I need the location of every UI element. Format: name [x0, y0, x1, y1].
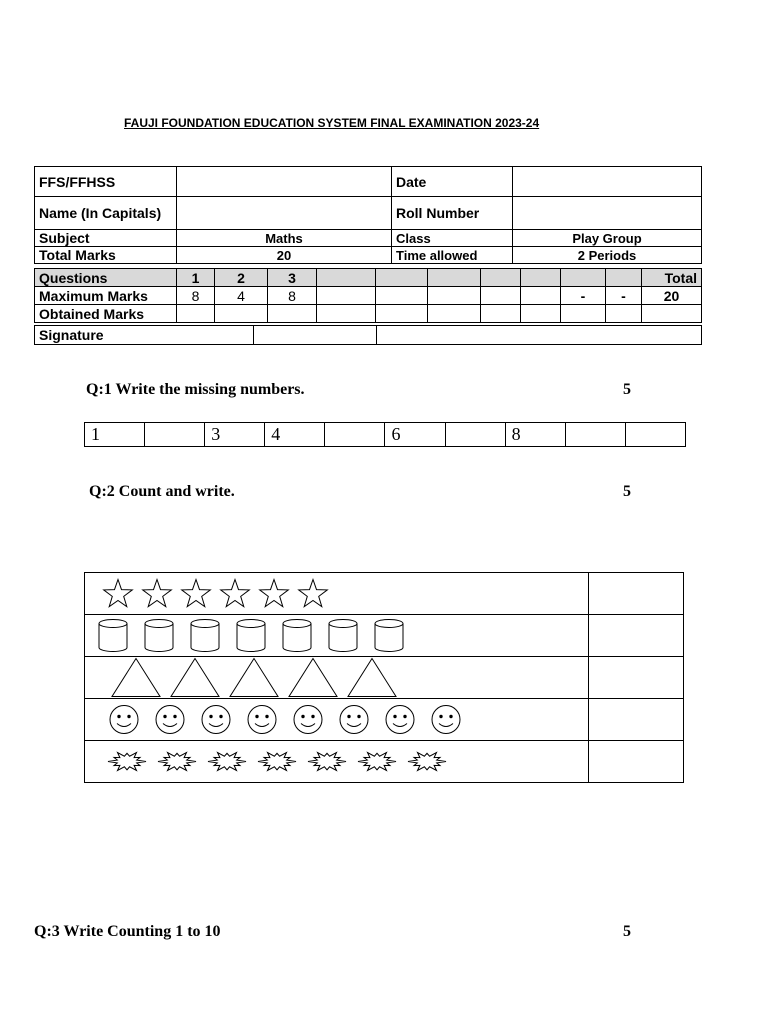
max-mark-dash: - — [561, 287, 606, 305]
total-label: Total — [642, 269, 702, 287]
q-number-empty — [317, 269, 376, 287]
time-label: Time allowed — [392, 247, 513, 264]
count-row — [85, 573, 684, 615]
smiley-icon — [432, 706, 460, 734]
signature-field[interactable] — [254, 326, 377, 345]
shapes-cell — [85, 573, 589, 615]
burst-icon — [358, 753, 396, 771]
max-mark-1: 8 — [177, 287, 215, 305]
smiley-icon — [110, 706, 138, 734]
q-number-empty — [481, 269, 521, 287]
class-label: Class — [392, 230, 513, 247]
school-field[interactable] — [177, 167, 392, 197]
triangle-icon — [289, 659, 337, 697]
max-mark-2: 4 — [215, 287, 268, 305]
date-field[interactable] — [513, 167, 702, 197]
obtained-mark-cell[interactable] — [481, 305, 521, 323]
count-row — [85, 615, 684, 657]
total-marks-label: Total Marks — [35, 247, 177, 264]
max-mark-empty — [317, 287, 376, 305]
total-marks-value: 20 — [177, 247, 392, 264]
smiley-icon — [340, 706, 368, 734]
q-number-2: 2 — [215, 269, 268, 287]
obtained-mark-cell[interactable] — [268, 305, 317, 323]
max-marks-label: Maximum Marks — [35, 287, 177, 305]
obtained-mark-cell[interactable] — [521, 305, 561, 323]
name-field[interactable] — [177, 197, 392, 230]
q1-text: Q:1 Write the missing numbers. — [86, 381, 305, 398]
signature-table — [34, 325, 702, 345]
q-number-empty — [606, 269, 642, 287]
obtained-mark-cell[interactable] — [215, 305, 268, 323]
count-row — [85, 741, 684, 783]
burst-icon — [408, 753, 446, 771]
blank-number-cell[interactable] — [325, 423, 385, 447]
max-mark-dash: - — [606, 287, 642, 305]
burst-icon — [308, 753, 346, 771]
blank-number-cell[interactable] — [145, 423, 205, 447]
q-number-empty — [521, 269, 561, 287]
q3-marks: 5 — [623, 923, 631, 940]
obtained-total-cell[interactable] — [642, 305, 702, 323]
cylinder-icon — [99, 620, 127, 652]
max-mark-empty — [481, 287, 521, 305]
number-cell: 1 — [85, 423, 145, 447]
questions-label: Questions — [35, 269, 177, 287]
cylinder-icon — [191, 620, 219, 652]
star-icon — [221, 580, 250, 607]
shapes-cell — [85, 741, 589, 783]
max-marks-total: 20 — [642, 287, 702, 305]
burst-icon — [258, 753, 296, 771]
max-mark-empty — [428, 287, 481, 305]
smiley-icon — [294, 706, 322, 734]
q-number-empty — [376, 269, 428, 287]
obtained-mark-cell[interactable] — [606, 305, 642, 323]
shapes-cell — [85, 615, 589, 657]
count-answer-field[interactable] — [589, 741, 684, 783]
q-number-1: 1 — [177, 269, 215, 287]
missing-numbers-table — [84, 422, 686, 447]
obtained-mark-cell[interactable] — [177, 305, 215, 323]
blank-number-cell[interactable] — [445, 423, 505, 447]
obtained-mark-cell[interactable] — [561, 305, 606, 323]
count-answer-field[interactable] — [589, 657, 684, 699]
star-icon — [299, 580, 328, 607]
subject-label: Subject — [35, 230, 177, 247]
student-info-table — [34, 166, 702, 264]
count-row — [85, 699, 684, 741]
q1-marks: 5 — [623, 381, 631, 398]
q-number-empty — [561, 269, 606, 287]
q3-text: Q:3 Write Counting 1 to 10 — [34, 923, 221, 940]
cylinder-icon — [329, 620, 357, 652]
q2-marks: 5 — [623, 483, 631, 500]
name-label: Name (In Capitals) — [35, 197, 177, 230]
cylinder-icon — [375, 620, 403, 652]
blank-number-cell[interactable] — [565, 423, 625, 447]
triangle-icon — [230, 659, 278, 697]
q-number-3: 3 — [268, 269, 317, 287]
obtained-mark-cell[interactable] — [317, 305, 376, 323]
number-cell: 6 — [385, 423, 445, 447]
count-answer-field[interactable] — [589, 615, 684, 657]
smiley-icon — [202, 706, 230, 734]
max-mark-empty — [376, 287, 428, 305]
count-answer-field[interactable] — [589, 573, 684, 615]
star-icon — [104, 580, 133, 607]
max-mark-3: 8 — [268, 287, 317, 305]
count-row — [85, 657, 684, 699]
school-label: FFS/FFHSS — [35, 167, 177, 197]
cylinder-icon — [283, 620, 311, 652]
smiley-icon — [248, 706, 276, 734]
count-and-write-table — [84, 572, 684, 783]
date-label: Date — [392, 167, 513, 197]
star-icon — [182, 580, 211, 607]
shapes-cell — [85, 657, 589, 699]
blank-number-cell[interactable] — [625, 423, 685, 447]
marks-table — [34, 268, 702, 323]
cylinder-icon — [145, 620, 173, 652]
signature-label: Signature — [35, 326, 254, 345]
number-cell: 8 — [505, 423, 565, 447]
burst-icon — [108, 753, 146, 771]
burst-icon — [208, 753, 246, 771]
class-value: Play Group — [513, 230, 702, 247]
obtained-mark-cell[interactable] — [428, 305, 481, 323]
roll-label: Roll Number — [392, 197, 513, 230]
smiley-icon — [156, 706, 184, 734]
triangle-icon — [171, 659, 219, 697]
obtained-marks-label: Obtained Marks — [35, 305, 177, 323]
q-number-empty — [428, 269, 481, 287]
triangle-icon — [112, 659, 160, 697]
q2-text: Q:2 Count and write. — [89, 483, 235, 500]
signature-field[interactable] — [377, 326, 702, 345]
smiley-icon — [386, 706, 414, 734]
burst-icon — [158, 753, 196, 771]
shapes-cell — [85, 699, 589, 741]
star-icon — [143, 580, 172, 607]
max-mark-empty — [521, 287, 561, 305]
cylinder-icon — [237, 620, 265, 652]
number-cell: 3 — [205, 423, 265, 447]
triangle-icon — [348, 659, 396, 697]
obtained-mark-cell[interactable] — [376, 305, 428, 323]
count-answer-field[interactable] — [589, 699, 684, 741]
time-value: 2 Periods — [513, 247, 702, 264]
exam-title: FAUJI FOUNDATION EDUCATION SYSTEM FINAL EXAMINATION 2023-24 — [124, 116, 540, 130]
roll-field[interactable] — [513, 197, 702, 230]
subject-value: Maths — [177, 230, 392, 247]
star-icon — [260, 580, 289, 607]
number-cell: 4 — [265, 423, 325, 447]
